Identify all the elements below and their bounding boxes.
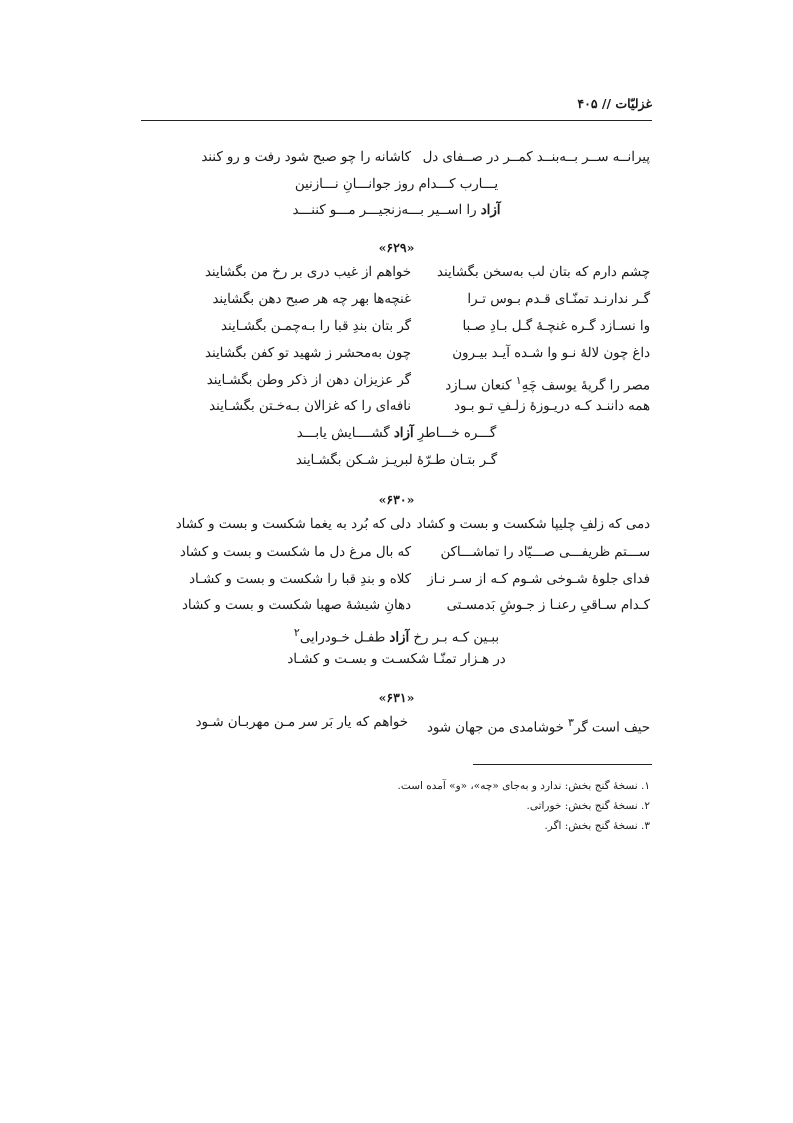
verse-couplet [0,512,793,538]
hemistich-second: غنچه‌ها بهر چه هر صبح دهن بگشایند [212,292,411,307]
hemistich-first: مصر را گریهٔ یوسف چَهِ$^۱$ کنعان سـازد [445,374,650,394]
closing-line: گـــره خـــاطرِ آزاد گشــــایش یابـــد [296,426,497,441]
footnote-rule [473,764,652,765]
hemistich-first: ســـتم ظریفـــی صـــیّاد را تماشـــاکن [440,545,650,560]
hemistich-first: گـر ندارنـد تمنّـای قـدم بـوس تـرا [467,292,650,307]
hemistich-second: که بال مرغ دل ما شکست و بست و کشاد [179,545,411,560]
hemistich-first: کـدام سـاقیِ رعنـا ز جـوشِ بَدمسـتی [446,598,650,613]
footnote-marker: ۲ [293,626,300,639]
hemistich-second: خواهم که یار بَر سر مـن مهربـان شـود [195,715,408,730]
closing-line: در هـزار تمنّـا شکسـت و بسـت و کشـاد [287,652,506,667]
hemistich-first: دمی که زلفِ چلیپا شکست و بست و کشاد [416,517,650,532]
closing-line: آزاد را اســیر بـــه‌زنجیـــر مـــو کننـــد [292,203,501,218]
verse-couplet [0,314,793,340]
footnote: ۱. نسخهٔ گنج بخش: ندارد و به‌جای «چه»، «و» آمده است. [397,780,650,792]
hemistich-second: کاشانه را چو صبح شود رفت و رو کنند [201,150,411,165]
hemistich-first: وا نسـازد گـره غنچـهٔ گـل بـادِ صـبا [462,319,650,334]
footnote: ۳. نسخهٔ گنج بخش: اگر. [544,820,650,832]
hemistich-second: خواهم از غیب دری بر رخ من بگشایند [204,265,411,280]
poet-name: آزاد [480,203,501,218]
closing-line: ببـین کـه بـر رخ آزاد طفـل خـودرایی$^۲$ [293,626,500,646]
verse-couplet [0,540,793,566]
verse-couplet [0,287,793,313]
hemistich-first: همه داننـد کـه دریـوزهٔ زلـفِ تـو بـود [454,399,650,414]
hemistich-first: حیف است گر$^۳$ خوشامدی من جهان شود [426,716,650,736]
verse-couplet [0,567,793,593]
hemistich-second: نافه‌ای را که غزالان بـه‌خـتن بگشـایند [209,399,411,414]
hemistich-second: چون به‌محشر ز شهید تو کفن بگشایند [204,346,411,361]
hemistich-second: کلاه و بندِ قبا را شکست و بست و کشـاد [189,572,411,587]
hemistich-second: دهانِ شیشهٔ صهبا شکست و بست و کشاد [182,598,411,613]
footnote-marker: ۳ [568,716,574,729]
verse-couplet [0,368,793,394]
hemistich-first: چشم دارم که بتان لب به‌سخن بگشایند [437,265,650,280]
verse-couplet [0,341,793,367]
running-head: غزلیّات // ۴۰۵ [577,96,652,111]
verse-couplet [0,394,793,420]
footnote: ۲. نسخهٔ گنج بخش: خوراتی. [526,800,650,812]
hemistich-first: پیرانــه ســر بــه‌بنــد کمــر در صــفای دل [422,150,650,165]
closing-line: یـــارب کـــدام روز جوانـــانِ نـــازنین [294,177,499,192]
verse-couplet [0,145,793,171]
hemistich-second: گر عزیزان دهن از ذکر وطن بگشـایند [206,373,411,388]
closing-line: گـر بتـان طـرّهٔ لبریـز شـکن بگشـایند [295,453,498,468]
poem-number: «۶۲۹» [378,240,415,255]
poet-name: آزاد [393,426,414,441]
hemistich-second: گر بتان بندِ قبا را بـه‌چمـن بگشـایند [221,319,411,334]
header-rule [141,120,652,121]
hemistich-second: دلی که بُرد به یغما شکست و بست و کشاد [175,517,411,532]
verse-couplet [0,593,793,619]
hemistich-first: داغ چون لالهٔ نـو وا شـده آیـد بیـرون [452,346,650,361]
hemistich-first: فدای جلوهٔ شـوخی شـوم کـه از سـر نـاز [427,572,650,587]
verse-couplet [0,710,793,736]
poet-name: آزاد [389,630,410,646]
verse-couplet [0,260,793,286]
footnote-marker: ۱ [515,374,522,387]
poem-number: «۶۳۰» [378,492,415,507]
poem-number: «۶۳۱» [378,690,415,705]
